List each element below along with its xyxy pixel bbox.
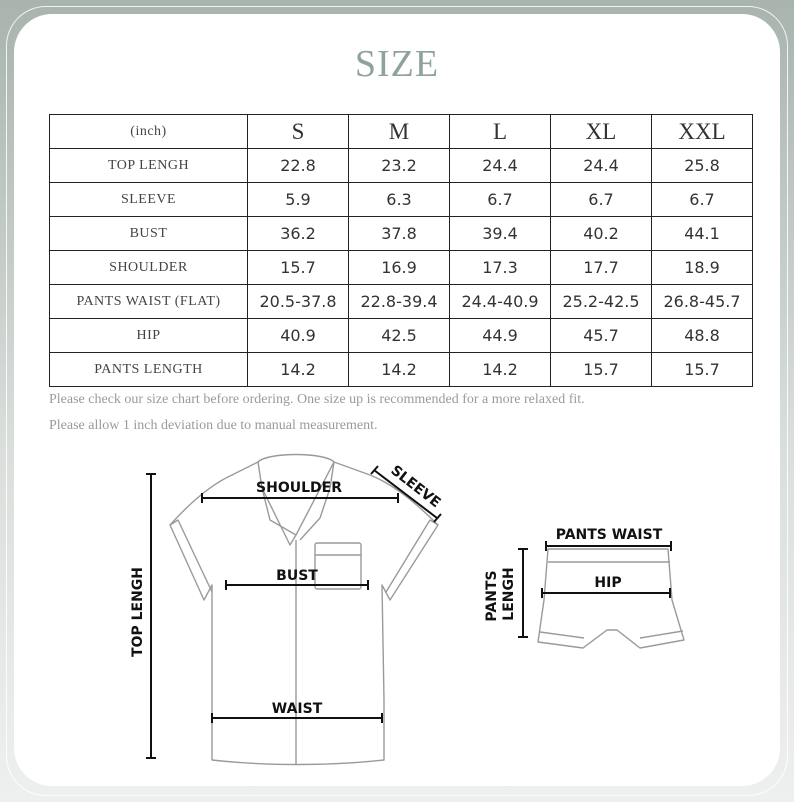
row-label: BUST xyxy=(50,217,248,251)
deviation-note: Please allow 1 inch deviation due to manual measurement. xyxy=(49,418,378,433)
table-cell: 23.2 xyxy=(349,149,450,183)
table-cell: 6.7 xyxy=(551,183,652,217)
page-title: SIZE xyxy=(354,43,440,85)
table-cell: 24.4 xyxy=(551,149,652,183)
table-cell: 25.2-42.5 xyxy=(551,285,652,319)
top-length-label: TOP LENGH xyxy=(130,567,146,657)
table-cell: 14.2 xyxy=(349,353,450,387)
table-cell: 36.2 xyxy=(248,217,349,251)
row-label: SHOULDER xyxy=(50,251,248,285)
table-cell: 45.7 xyxy=(551,319,652,353)
table-cell: 5.9 xyxy=(248,183,349,217)
table-cell: 40.2 xyxy=(551,217,652,251)
shorts-leg-hem-left xyxy=(540,632,584,638)
shorts-leg-hem-right xyxy=(640,631,683,638)
table-cell: 6.3 xyxy=(349,183,450,217)
size-header-m: M xyxy=(349,115,450,149)
shoulder-label: SHOULDER xyxy=(256,480,342,496)
table-cell: 25.8 xyxy=(652,149,753,183)
table-cell: 6.7 xyxy=(450,183,551,217)
measure-lines xyxy=(146,466,671,758)
table-cell: 40.9 xyxy=(248,319,349,353)
hip-label: HIP xyxy=(594,575,622,591)
table-cell: 22.8 xyxy=(248,149,349,183)
row-label: TOP LENGH xyxy=(50,149,248,183)
row-label: HIP xyxy=(50,319,248,353)
size-header-xxl: XXL xyxy=(652,115,753,149)
size-header-l: L xyxy=(450,115,551,149)
row-label: PANTS LENGTH xyxy=(50,353,248,387)
shirt-sleeve-hem-left xyxy=(170,520,212,592)
table-cell: 42.5 xyxy=(349,319,450,353)
table-cell: 26.8-45.7 xyxy=(652,285,753,319)
table-cell: 18.9 xyxy=(652,251,753,285)
bust-label: BUST xyxy=(276,568,318,584)
pants-length-label-line2: LENGH xyxy=(501,567,517,621)
table-cell: 20.5-37.8 xyxy=(248,285,349,319)
row-label: SLEEVE xyxy=(50,183,248,217)
table-cell: 39.4 xyxy=(450,217,551,251)
table-cell: 44.9 xyxy=(450,319,551,353)
unit-header: (inch) xyxy=(50,115,248,149)
size-header-xl: XL xyxy=(551,115,652,149)
pants-waist-label: PANTS WAIST xyxy=(555,527,663,543)
table-cell: 48.8 xyxy=(652,319,753,353)
row-label: PANTS WAIST (FLAT) xyxy=(50,285,248,319)
table-cell: 15.7 xyxy=(248,251,349,285)
table-cell: 16.9 xyxy=(349,251,450,285)
table-cell: 6.7 xyxy=(652,183,753,217)
shirt-sleeve-hem-right xyxy=(386,520,438,592)
size-header-s: S xyxy=(248,115,349,149)
shirt-pocket xyxy=(315,543,361,589)
table-cell: 44.1 xyxy=(652,217,753,251)
table-cell: 22.8-39.4 xyxy=(349,285,450,319)
pants-length-label-line1: PANTS xyxy=(484,570,500,622)
table-cell: 24.4 xyxy=(450,149,551,183)
table-cell: 14.2 xyxy=(450,353,551,387)
table-cell: 14.2 xyxy=(248,353,349,387)
table-cell: 15.7 xyxy=(551,353,652,387)
sleeve-label: SLEEVE xyxy=(387,462,444,512)
waist-label: WAIST xyxy=(271,701,323,717)
shorts-outline xyxy=(538,549,684,648)
table-cell: 24.4-40.9 xyxy=(450,285,551,319)
table-cell: 37.8 xyxy=(349,217,450,251)
shirt-collar xyxy=(258,462,334,545)
table-cell: 15.7 xyxy=(652,353,753,387)
table-cell: 17.7 xyxy=(551,251,652,285)
shorts-illustration xyxy=(538,549,684,648)
pants-length-measure-line xyxy=(518,549,528,637)
table-cell: 17.3 xyxy=(450,251,551,285)
size-note: Please check our size chart before ordering. One size up is recommended for a more relaxed fit. xyxy=(49,392,585,407)
top-length-measure-line xyxy=(146,474,156,758)
